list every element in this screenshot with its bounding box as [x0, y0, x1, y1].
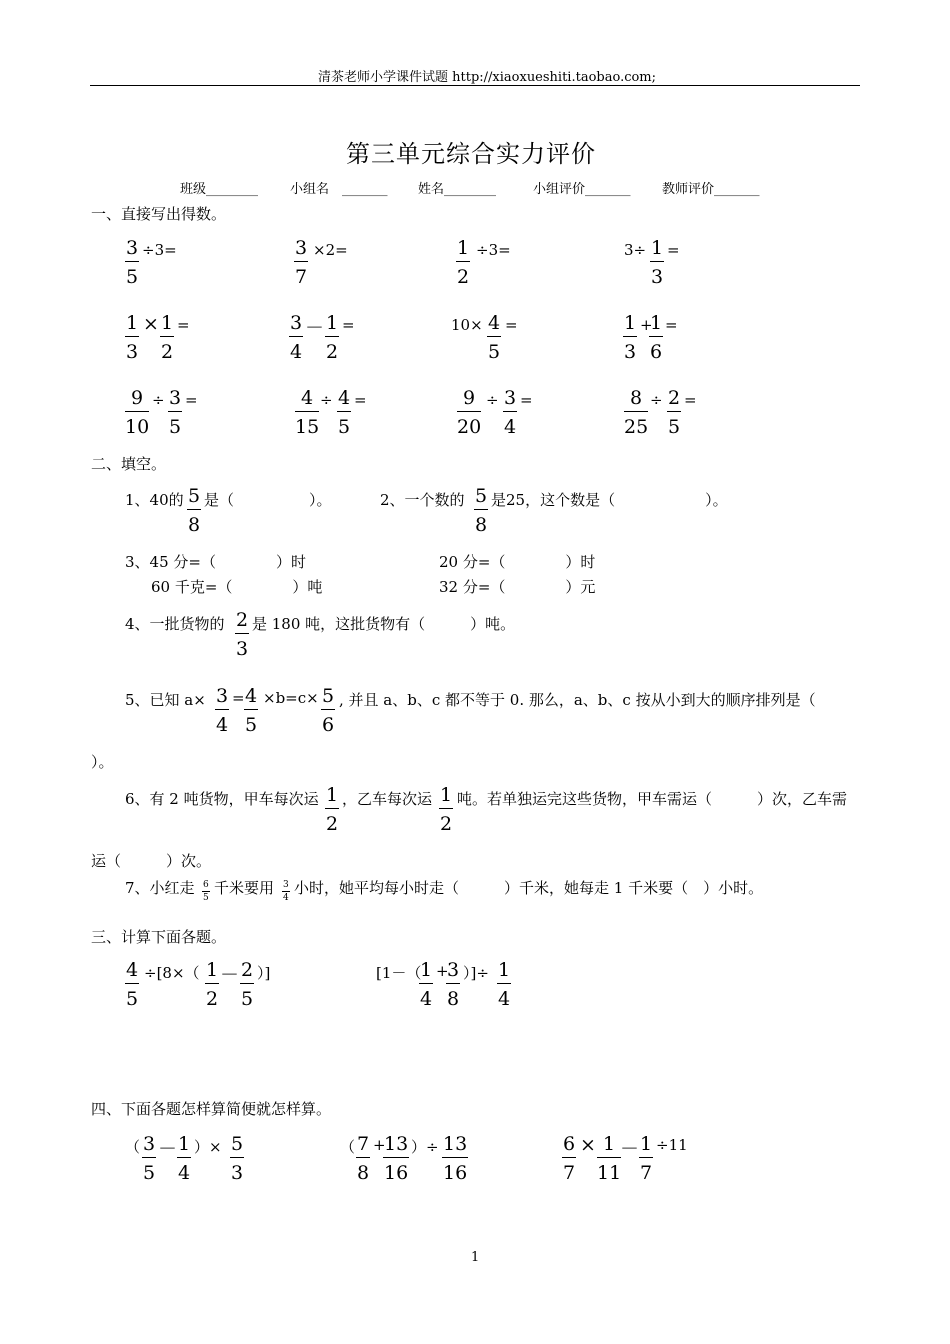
operator: =: [177, 316, 190, 334]
fraction: $\frac{9}{20}$: [457, 387, 482, 438]
q6-text: 吨。若单独运完这些货物，甲车需运（ ）次，乙车需: [457, 790, 848, 808]
operator: ÷: [152, 391, 165, 409]
fraction: $\frac{6}{7}$: [563, 1133, 576, 1184]
fraction: $\frac{1}{3}$: [651, 237, 664, 288]
operator: ÷: [650, 391, 663, 409]
section-4-heading: 四、下面各题怎样算简便就怎样算。: [91, 1100, 332, 1118]
q5-text: ）。: [91, 753, 114, 771]
fraction: $\frac{6}{5}$: [203, 880, 209, 903]
group-field: 小组名 _______: [290, 182, 388, 197]
q4-text: 是 180 吨，这批货物有（ ）吨。: [252, 615, 516, 633]
fraction: $\frac{3}{5}$: [169, 387, 182, 438]
q5-text: , 并且 a、b、c 都不等于 0. 那么，a、b、c 按从小到大的顺序排列是（: [339, 691, 816, 709]
fraction: $\frac{7}{8}$: [357, 1133, 370, 1184]
fraction: $\frac{2}{5}$: [668, 387, 681, 438]
operator: 10×: [451, 316, 483, 334]
operator: －: [305, 317, 325, 339]
fraction: $\frac{1}{2}$: [206, 959, 219, 1010]
fraction: $\frac{13}{16}$: [443, 1133, 468, 1184]
fraction: $\frac{1}{4}$: [420, 959, 433, 1010]
fraction: $\frac{4}{5}$: [488, 312, 501, 363]
fraction: $\frac{5}{6}$: [322, 685, 335, 736]
operator: ×: [143, 313, 159, 335]
operator: －: [158, 1138, 178, 1160]
section-3-heading: 三、计算下面各题。: [91, 928, 227, 946]
fraction: $\frac{3}{4}$: [504, 387, 517, 438]
fraction: $\frac{1}{2}$: [326, 784, 339, 835]
q3-text: 60 千克=（ ）吨: [151, 578, 323, 596]
q4-text: 4、一批货物的: [125, 615, 225, 633]
operator: 3÷: [624, 241, 647, 259]
fraction: $\frac{3}{8}$: [447, 959, 460, 1010]
operator: =: [684, 391, 697, 409]
operator: ）÷: [411, 1138, 439, 1156]
fraction: $\frac{8}{25}$: [624, 387, 649, 438]
fraction: $\frac{1}{3}$: [624, 312, 637, 363]
q1-text: 是（ ）。: [204, 491, 332, 509]
q2-text: 是25，这个数是（ ）。: [491, 491, 728, 509]
operator: =: [185, 391, 198, 409]
operator: =: [505, 316, 518, 334]
operator: +: [373, 1136, 386, 1154]
fraction: $\frac{4}{15}$: [295, 387, 320, 438]
section-1-heading: 一、直接写出得数。: [91, 205, 227, 223]
fraction: $\frac{3}{7}$: [295, 237, 308, 288]
operator: =: [342, 316, 355, 334]
page-number: 1: [471, 1250, 480, 1265]
fraction: $\frac{3}{4}$: [290, 312, 303, 363]
teacher-eval-field: 教师评价_______: [662, 182, 760, 197]
operator: ×: [580, 1134, 596, 1156]
q3-text: 3、45 分=（ ）时: [125, 553, 306, 571]
q7-text: 小时，她平均每小时走（ ）千米，她每走 1 千米要（ ）小时。: [294, 879, 764, 897]
header-rule: [90, 85, 860, 86]
operator: （: [125, 1138, 141, 1156]
q6-text: 6、有 2 吨货物，甲车每次运: [125, 790, 319, 808]
q1-text: 1、40的: [125, 491, 184, 509]
fraction: $\frac{1}{7}$: [640, 1133, 653, 1184]
q3-text: 32 分=（ ）元: [439, 578, 596, 596]
q3-text: 20 分=（ ）时: [439, 553, 596, 571]
fraction: $\frac{1}{4}$: [178, 1133, 191, 1184]
q6-text: ，乙车每次运: [342, 790, 433, 808]
operator: =: [665, 316, 678, 334]
fraction: $\frac{3}{4}$: [283, 880, 289, 903]
operator: =: [520, 391, 533, 409]
fraction: $\frac{1}{2}$: [161, 312, 174, 363]
fraction: $\frac{1}{11}$: [597, 1133, 622, 1184]
operator: ÷11: [656, 1136, 688, 1154]
fraction: $\frac{2}{3}$: [236, 609, 249, 660]
operator: ÷3=: [142, 241, 177, 259]
operator: =: [667, 241, 680, 259]
q5-text: 5、已知 a×: [125, 691, 206, 709]
name-field: 姓名________: [418, 182, 497, 197]
page-title: 第三单元综合实力评价: [346, 140, 596, 168]
fraction: $\frac{4}{5}$: [338, 387, 351, 438]
fraction: $\frac{1}{2}$: [457, 237, 470, 288]
fraction: $\frac{5}{8}$: [188, 485, 201, 536]
fraction: $\frac{5}{8}$: [475, 485, 488, 536]
page-header: 清茶老师小学课件试题 http://xiaoxueshiti.taobao.com;: [318, 70, 657, 85]
operator: =: [354, 391, 367, 409]
operator: +: [436, 962, 449, 980]
fraction: $\frac{3}{5}$: [143, 1133, 156, 1184]
operator: ÷[8×（: [144, 964, 200, 982]
fraction: $\frac{5}{3}$: [231, 1133, 244, 1184]
operator: [1－（: [376, 964, 422, 982]
q7-text: 7、小红走: [125, 879, 195, 897]
q5-text: ×b=c×: [263, 689, 319, 707]
operator: ÷: [486, 391, 499, 409]
operator: ×2=: [313, 241, 348, 259]
fraction: $\frac{1}{6}$: [650, 312, 663, 363]
group-eval-field: 小组评价_______: [533, 182, 631, 197]
operator: ÷3=: [476, 241, 511, 259]
operator: =: [232, 689, 245, 707]
class-field: 班级________: [180, 182, 259, 197]
fraction: $\frac{3}{4}$: [216, 685, 229, 736]
operator: ）]÷: [463, 964, 489, 982]
fraction: $\frac{4}{5}$: [126, 959, 139, 1010]
fraction: $\frac{1}{3}$: [126, 312, 139, 363]
fraction: $\frac{3}{5}$: [126, 237, 139, 288]
operator: ÷: [320, 391, 333, 409]
fraction: $\frac{9}{10}$: [125, 387, 150, 438]
fraction: $\frac{13}{16}$: [384, 1133, 409, 1184]
operator: +: [640, 316, 653, 334]
operator: －: [620, 1138, 640, 1160]
q6-text: 运（ ）次。: [91, 852, 212, 870]
operator: （: [340, 1138, 356, 1156]
fraction: $\frac{1}{4}$: [498, 959, 511, 1010]
q7-text: 千米要用: [214, 879, 275, 897]
section-2-heading: 二、填空。: [91, 455, 167, 473]
operator: ）]: [257, 964, 271, 982]
fraction: $\frac{2}{5}$: [241, 959, 254, 1010]
operator: －: [220, 964, 240, 986]
operator: ）×: [194, 1138, 222, 1156]
fraction: $\frac{4}{5}$: [245, 685, 258, 736]
fraction: $\frac{1}{2}$: [326, 312, 339, 363]
fraction: $\frac{1}{2}$: [440, 784, 453, 835]
q2-text: 2、一个数的: [380, 491, 465, 509]
